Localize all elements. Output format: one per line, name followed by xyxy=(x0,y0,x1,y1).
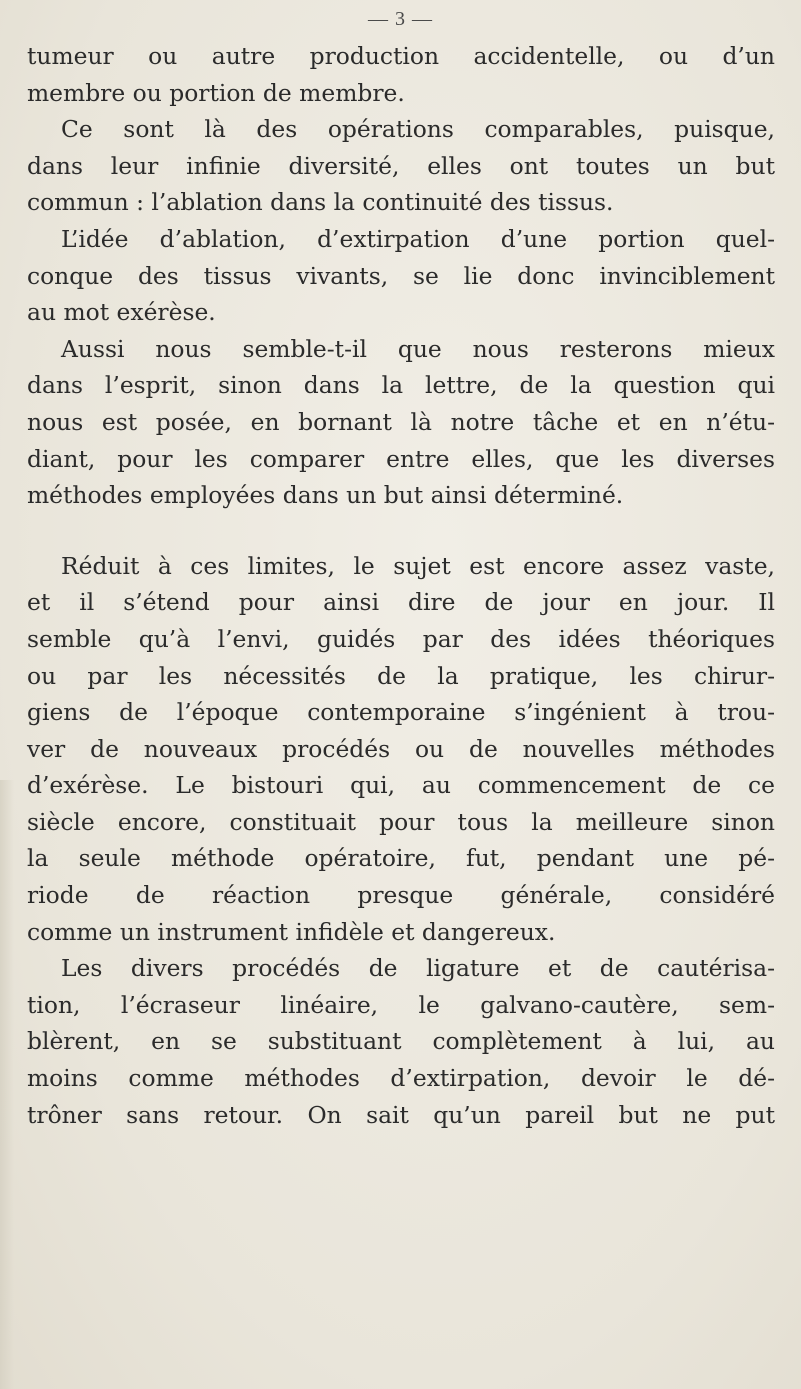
page-number: — 3 — xyxy=(368,8,433,30)
text-line: commun : l’ablation dans la continuité des tissus. xyxy=(27,188,614,217)
text-line: Les divers procédés de ligature et de cautérisa- xyxy=(61,954,775,983)
paragraph xyxy=(27,221,775,331)
text-line: semble qu’à l’envi, guidés par des idées théoriques xyxy=(27,624,775,653)
text-line: au mot exérèse. xyxy=(27,298,216,327)
text-line: dans l’esprit, sinon dans la lettre, de la question qui xyxy=(27,371,775,400)
text-line: méthodes employées dans un but ainsi déterminé. xyxy=(27,481,624,510)
text-line: conque des tissus vivants, se lie donc invinciblement xyxy=(27,261,775,290)
text-line: moins comme méthodes d’extirpation, devoir le dé- xyxy=(27,1064,775,1093)
paragraph-gap xyxy=(27,514,775,548)
text-line: ver de nouveaux procédés ou de nouvelles méthodes xyxy=(27,734,775,763)
text-line: nous est posée, en bornant là notre tâche et en n’étu- xyxy=(27,407,775,436)
text-line: dans leur infinie diversité, elles ont toutes un but xyxy=(27,151,775,180)
text-line: Aussi nous semble-t-il que nous resterons mieux xyxy=(61,334,775,363)
text-line: et il s’étend pour ainsi dire de jour en jour. Il xyxy=(27,588,775,617)
paragraph xyxy=(27,111,775,221)
paragraph xyxy=(27,950,775,1133)
text-line: tumeur ou autre production accidentelle, ou d’un xyxy=(27,42,775,70)
text-line: d’exérèse. Le bistouri qui, au commencement de ce xyxy=(27,771,775,800)
text-line: giens de l’époque contemporaine s’ingénient à trou- xyxy=(27,698,775,727)
text-line: tion, l’écraseur linéaire, le galvano-cautère, sem- xyxy=(27,990,775,1019)
text-line: L’idée d’ablation, d’extirpation d’une portion quel- xyxy=(61,224,775,253)
text-line: trôner sans retour. On sait qu’un pareil but ne put xyxy=(27,1100,775,1129)
body-text xyxy=(27,38,775,1133)
text-line: la seule méthode opératoire, fut, pendant une pé- xyxy=(27,844,775,873)
text-line: diant, pour les comparer entre elles, que les diverses xyxy=(27,444,775,473)
text-line: Réduit à ces limites, le sujet est encore assez vaste, xyxy=(61,551,775,580)
text-line: riode de réaction presque générale, considéré xyxy=(27,881,775,910)
text-line: Ce sont là des opérations comparables, puisque, xyxy=(61,115,775,144)
text-line: membre ou portion de membre. xyxy=(27,78,405,107)
text-line: comme un instrument infidèle et dangereux. xyxy=(27,917,556,946)
text-line: ou par les nécessités de la pratique, les chirur- xyxy=(27,661,775,690)
paragraph xyxy=(27,331,775,514)
text-line: siècle encore, constituait pour tous la meilleure sinon xyxy=(27,807,775,836)
paragraph xyxy=(27,548,775,951)
text-line: blèrent, en se substituant complètement à lui, au xyxy=(27,1027,775,1056)
page-binding-shadow xyxy=(0,780,14,1389)
paragraph xyxy=(27,38,775,111)
